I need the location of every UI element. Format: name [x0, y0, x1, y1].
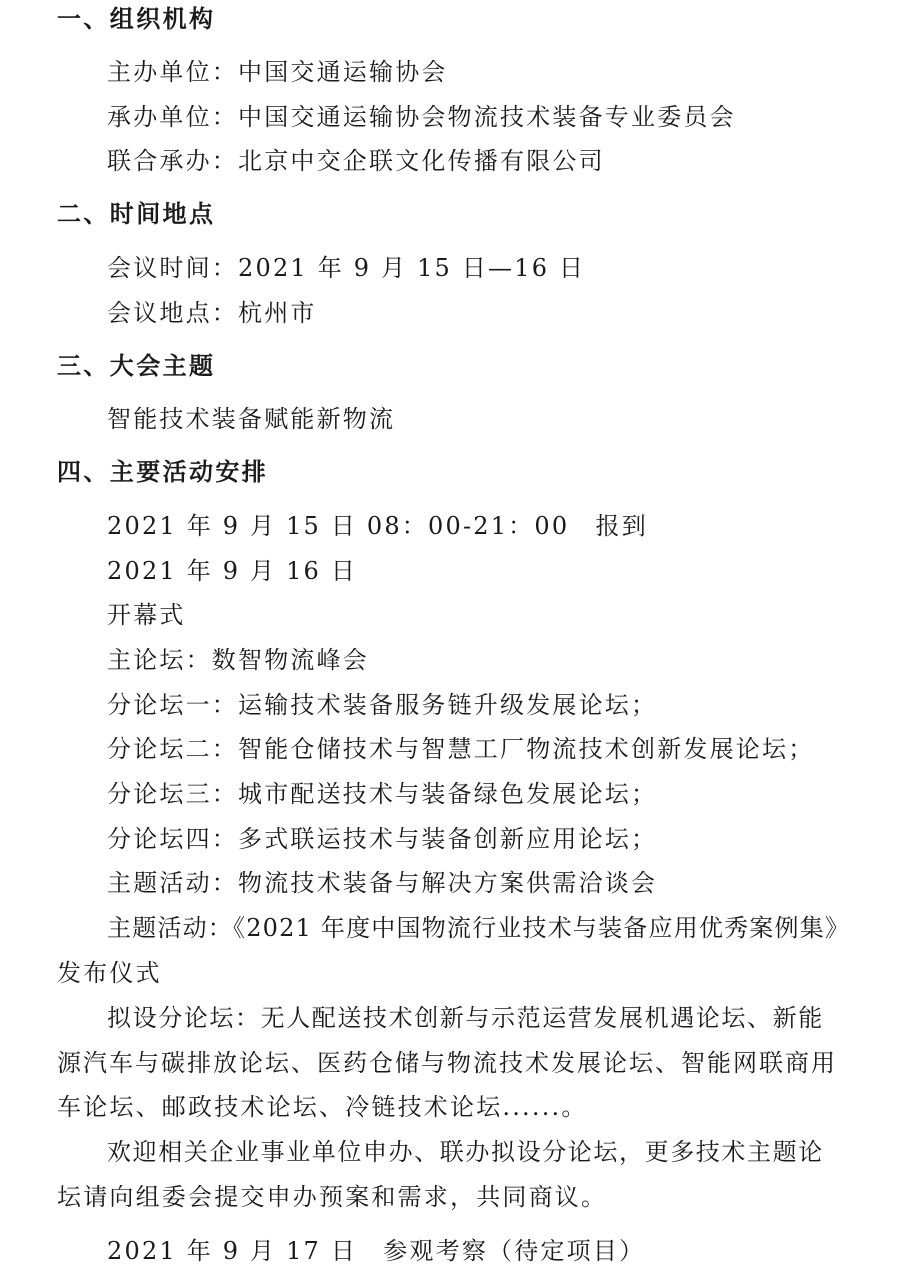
- meeting-place-line: 会议地点：杭州市: [107, 299, 317, 327]
- welcome-line-2: 坛请向组委会提交申办预案和需求，共同商议。: [57, 1183, 608, 1211]
- day1-line: 2021 年 9 月 15 日 08：00-21：00 报到: [107, 512, 648, 540]
- theme-activity-2-continuation: 发布仪式: [57, 959, 162, 987]
- day2-line: 2021 年 9 月 16 日: [107, 557, 358, 585]
- welcome-line-1: 欢迎相关企业事业单位申办、联办拟设分论坛，更多技术主题论: [107, 1138, 824, 1166]
- section-heading-time-place: 二、时间地点: [57, 200, 216, 228]
- opening-line: 开幕式: [107, 601, 186, 629]
- theme-activity-1-line: 主题活动：物流技术装备与解决方案供需洽谈会: [107, 869, 658, 897]
- theme-line: 智能技术装备赋能新物流: [107, 405, 396, 433]
- sub-forum-4-line: 分论坛四：多式联运技术与装备创新应用论坛；: [107, 825, 658, 853]
- sub-forum-1-line: 分论坛一：运输技术装备服务链升级发展论坛；: [107, 691, 658, 719]
- organizer-line: 承办单位：中国交通运输协会物流技术装备专业委员会: [107, 103, 736, 131]
- section-heading-organization: 一、组织机构: [57, 5, 216, 33]
- section-heading-theme: 三、大会主题: [57, 352, 216, 380]
- proposed-forums-line-1: 拟设分论坛：无人配送技术创新与示范运营发展机遇论坛、新能: [107, 1004, 824, 1032]
- sub-forum-2-line: 分论坛二：智能仓储技术与智慧工厂物流技术创新发展论坛；: [107, 735, 815, 763]
- proposed-forums-line-2: 源汽车与碳排放论坛、医药仓储与物流技术发展论坛、智能网联商用: [57, 1049, 837, 1077]
- day3-line: 2021 年 9 月 17 日 参观考察（待定项目）: [107, 1237, 646, 1265]
- proposed-forums-line-3: 车论坛、邮政技术论坛、冷链技术论坛......。: [57, 1093, 588, 1121]
- main-forum-line: 主论坛：数智物流峰会: [107, 646, 369, 674]
- sub-forum-3-line: 分论坛三：城市配送技术与装备绿色发展论坛；: [107, 780, 658, 808]
- host-line: 主办单位：中国交通运输协会: [107, 58, 448, 86]
- co-organizer-line: 联合承办：北京中交企联文化传播有限公司: [107, 147, 605, 175]
- section-heading-activities: 四、主要活动安排: [57, 458, 269, 486]
- meeting-time-line: 会议时间：2021 年 9 月 15 日—16 日: [107, 254, 586, 282]
- theme-activity-2-line: 主题活动：《2021 年度中国物流行业技术与装备应用优秀案例集》: [107, 914, 851, 942]
